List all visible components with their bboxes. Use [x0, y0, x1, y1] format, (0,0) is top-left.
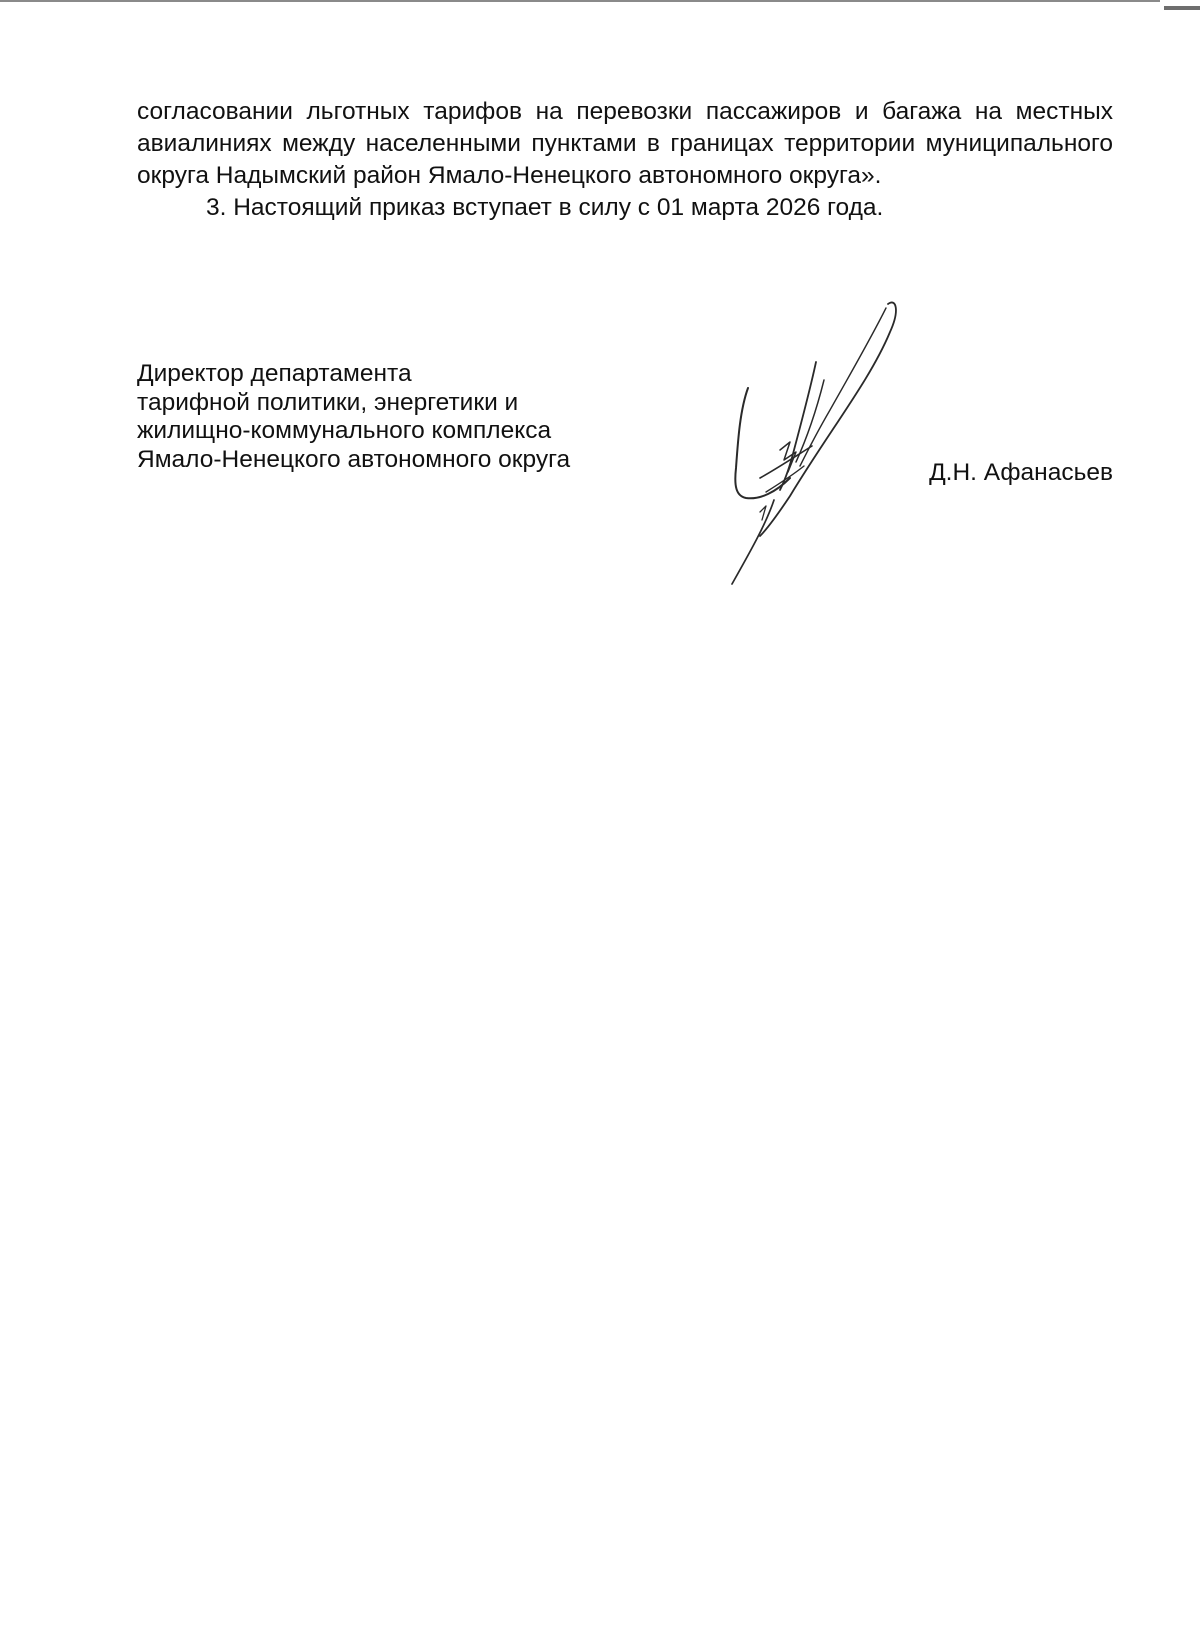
scan-edge-mark — [1164, 6, 1200, 10]
document-body — [137, 96, 1113, 224]
signer-position-line: Ямало-Ненецкого автономного округа — [137, 445, 571, 473]
signer-position — [137, 360, 657, 474]
paragraph-3: 3. Настоящий приказ вступает в силу с 01 марта 2026 года. — [206, 194, 884, 221]
scan-top-edge — [0, 0, 1160, 2]
paragraph-continuation: согласовании льготных тарифов на перевозки пассажиров и багажа на местных авиалиниях между населенными пунктами в границах территории муниципального округа Надымский район Ямало-Ненецкого автономного округа». — [137, 98, 1113, 189]
handwritten-signature-icon — [720, 300, 950, 620]
signer-position-line: тарифной политики, энергетики и — [137, 388, 519, 416]
signer-position-line: Директор департамента — [137, 360, 412, 387]
signer-position-line: жилищно-коммунального комплекса — [137, 417, 552, 444]
signer-name: Д.Н. Афанасьев — [929, 459, 1113, 486]
